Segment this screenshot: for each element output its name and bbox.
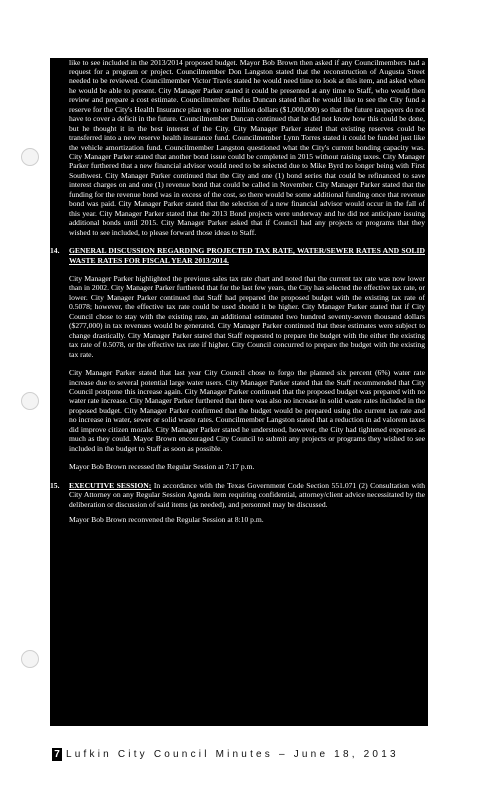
paragraph-tax-rate: City Manager Parker highlighted the previous sales tax rate chart and noted that the current tax rate was now lower than in 2002. City Manager Parker furthered that for the last few years, the City has selected the effective tax rate, or lower. City Manager Parker continued that Staff had prepared the proposed budget with the existing tax rate of 0.5078; however, the effective tax rate could be used should it be higher. City Manager Parker stated that if City Council chose to stay with the existing rate, an additional estimated two hundred seventy-seven thousand dollars ($277,000) in tax revenues would be generated. City Manager Parker continued that these estimates were subject to change drastically. City Manager Parker stated that Staff requested to prepare the budget with the either the existing tax rate of 0.5078, or the effective tax rate if higher. City Council concurred to prepare the budget with the existing tax rate. — [69, 274, 425, 359]
minutes-page — [50, 58, 428, 726]
paragraph-reconvene: Mayor Bob Brown reconvened the Regular Session at 8:10 p.m. — [69, 514, 264, 524]
paragraph-recess: Mayor Bob Brown recessed the Regular Session at 7:17 p.m. — [69, 462, 255, 472]
binder-hole-bottom — [21, 650, 39, 668]
binder-hole-middle — [21, 392, 39, 410]
agenda-item-heading: GENERAL DISCUSSION REGARDING PROJECTED TAX RATE, WATER/SEWER RATES AND SOLID WASTE RATES FOR FISCAL YEAR 2013/2014. — [69, 246, 425, 265]
page-number: 7 — [52, 748, 62, 761]
agenda-item-body — [69, 481, 427, 509]
page-footer — [52, 747, 399, 761]
agenda-item-heading: EXECUTIVE SESSION: — [69, 480, 152, 490]
paragraph-water-rates: City Manager Parker stated that last year City Council chose to forgo the planned six percent (6%) water rate increase due to several potential large water users. City Manager Parker stated that the Staff recommended that City Council postpone this increase again. City Manager Parker continued that the proposed budget was prepared with no water rate increase. City Manager Parker furthered that there was also no increase in solid waste rates included in the proposed budget. City Manager Parker confirmed that the budget would be prepared using the current tax rate and no increase in water, sewer or solid waste rates. Councilmember Langston stated that a reduction in ad valorem taxes did improve citizen morale. City Manager Parker stated he understood, however, the City had tightened expenses as much as they could. Mayor Brown encouraged City Council to submit any projects or programs they wished to see included in the budget to Staff as soon as possible. — [69, 368, 425, 453]
agenda-item-number: 15. — [50, 480, 60, 490]
agenda-item-15 — [50, 481, 427, 509]
agenda-item-number: 14. — [50, 246, 60, 256]
footer-title: Lufkin City Council Minutes – June 18, 2013 — [66, 748, 399, 760]
agenda-item-text: In accordance with the Texas Government Code Section 551.071 (2) Consultation with City Attorney on any Regular Session Agenda item requiring confidential, attorney/client advice necessitated by the deliberation or discussion of said items (as needed), and personnel may be discussed. — [69, 480, 425, 509]
paragraph-budget-requests: like to see included in the 2013/2014 proposed budget. Mayor Bob Brown then asked if any Councilmembers had a request for a program or project. Councilmember Don Langston stated that the reconstruction of Augusta Street needed to be reviewed. Councilmember Victor Travis stated he would need time to look at this item, and asked when he would be able to present. City Manager Parker stated it could be presented at any time to Staff, who would then review and prepare a cost estimate. Councilmember Rufus Duncan stated that he would like to see the City fund a reserve for the City's Health Insurance plan up to one million dollars ($1,000,000) so that the future taxpayers do not have to cover a deficit in the future. Councilmember Duncan continued that he did not know how this could be done, but he thought it in the best interest of the City. City Manager Parker stated that existing reserves could be transferred into a new reserve health insurance fund. Councilmember Lynn Torres stated it could be funded just like the vehicle amortization fund. Councilmember Langston questioned what the City's current bonding capacity was. City Manager Parker stated that another bond issue could be completed in 2015 without raising taxes. City Manager Parker furthered that a new financial advisor would need to be selected due to Mike Byrd no longer being with First Southwest. City Manager Parker continued that the City and one (1) bond series that could be refinanced to save interest charges on and one (1) revenue bond that could be called in November. City Manager Parker stated that the funding for the revenue bond was in excess of the cost, so there would be some additional funding once that revenue bond was paid. City Manager Parker stated that the selection of a new financial advisor would occur in the fall of this year. City Manager Parker stated that the 2013 Bond projects were underway and he did not anticipate issuing additional bonds until 2015. City Manager Parker asked that if Council had any projects or programs that they wished to see included, to please forward those ideas to Staff. — [69, 58, 425, 237]
agenda-item-14 — [50, 246, 427, 265]
binder-hole-top — [21, 148, 39, 166]
